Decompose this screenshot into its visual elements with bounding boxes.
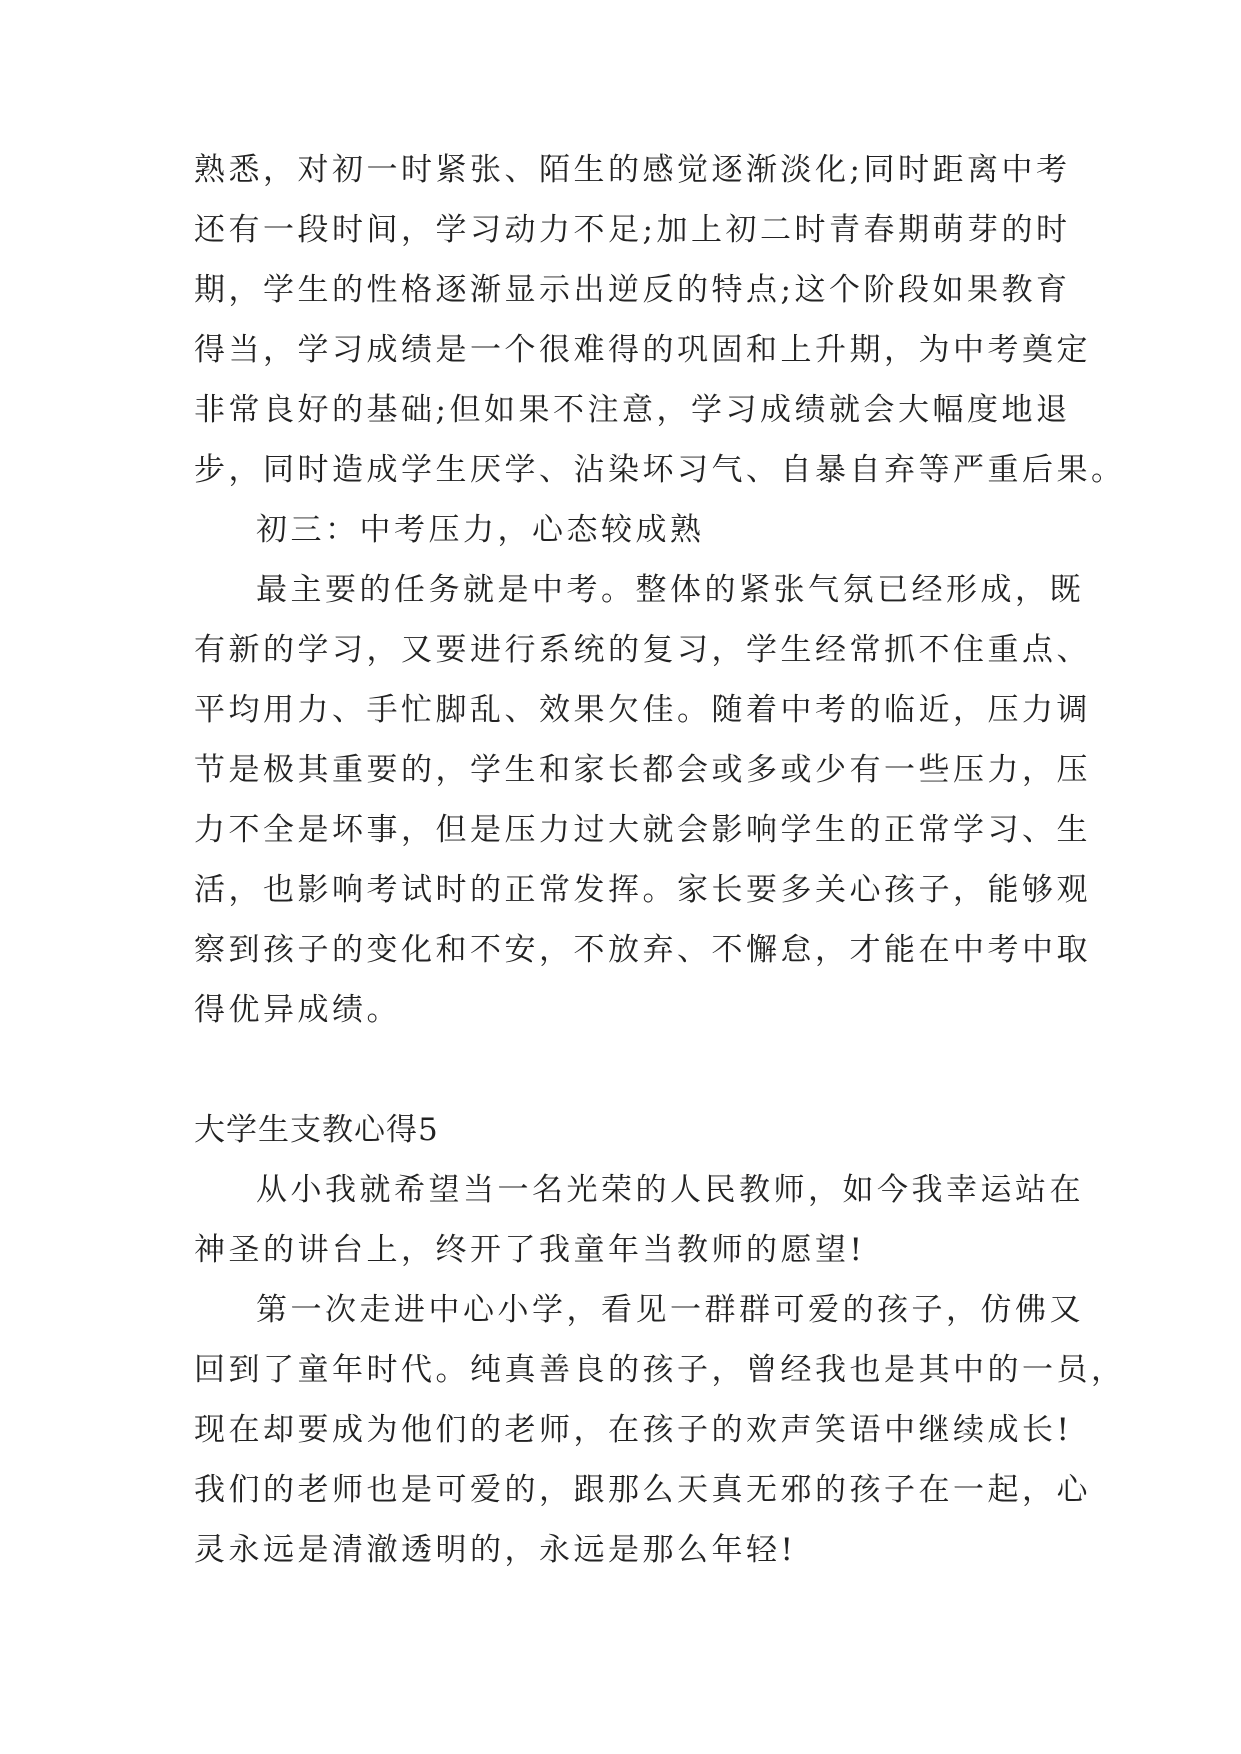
paragraph-line: 回到了童年时代。纯真善良的孩子，曾经我也是其中的一员， [194, 1352, 1126, 1388]
paragraph-line: 步，同时造成学生厌学、沾染坏习气、自暴自弃等严重后果。 [194, 452, 1126, 488]
paragraph-line: 非常良好的基础;但如果不注意，学习成绩就会大幅度地退 [194, 392, 1071, 428]
paragraph-line: 活，也影响考试时的正常发挥。家长要多关心孩子，能够观 [194, 872, 1091, 908]
paragraph-line: 现在却要成为他们的老师，在孩子的欢声笑语中继续成长! [194, 1412, 1073, 1448]
paragraph-line: 我们的老师也是可爱的，跟那么天真无邪的孩子在一起，心 [194, 1472, 1091, 1508]
paragraph-line: 得当，学习成绩是一个很难得的巩固和上升期，为中考奠定 [194, 332, 1091, 368]
paragraph-line: 节是极其重要的，学生和家长都会或多或少有一些压力，压 [194, 752, 1091, 788]
paragraph-line: 最主要的任务就是中考。整体的紧张气氛已经形成，既 [256, 572, 1084, 608]
paragraph-line: 还有一段时间，学习动力不足;加上初二时青春期萌芽的时 [194, 212, 1071, 248]
paragraph-line: 得优异成绩。 [194, 992, 401, 1028]
paragraph-line: 灵永远是清澈透明的，永远是那么年轻! [194, 1532, 797, 1568]
paragraph-line: 力不全是坏事，但是压力过大就会影响学生的正常学习、生 [194, 812, 1091, 848]
paragraph-line: 察到孩子的变化和不安，不放弃、不懈怠，才能在中考中取 [194, 932, 1091, 968]
paragraph-line: 熟悉，对初一时紧张、陌生的感觉逐渐淡化;同时距离中考 [194, 152, 1071, 188]
paragraph-line: 从小我就希望当一名光荣的人民教师，如今我幸运站在 [256, 1172, 1084, 1208]
paragraph-line: 神圣的讲台上，终开了我童年当教师的愿望! [194, 1232, 866, 1268]
section-title: 大学生支教心得5 [194, 1112, 439, 1148]
paragraph-line: 有新的学习，又要进行系统的复习，学生经常抓不住重点、 [194, 632, 1091, 668]
section-subheading: 初三：中考压力，心态较成熟 [256, 512, 705, 548]
paragraph-line: 第一次走进中心小学，看见一群群可爱的孩子，仿佛又 [256, 1292, 1084, 1328]
paragraph-line: 平均用力、手忙脚乱、效果欠佳。随着中考的临近，压力调 [194, 692, 1091, 728]
paragraph-line: 期，学生的性格逐渐显示出逆反的特点;这个阶段如果教育 [194, 272, 1071, 308]
